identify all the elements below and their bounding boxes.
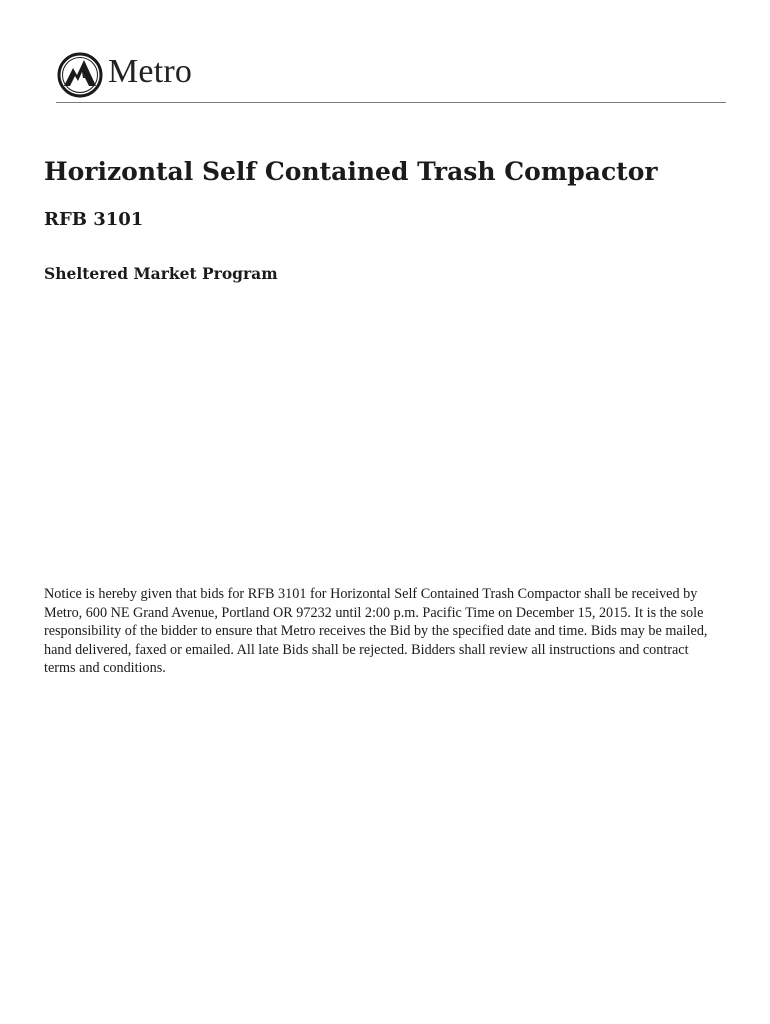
document-title: Horizontal Self Contained Trash Compactor — [44, 157, 658, 186]
notice-paragraph: Notice is hereby given that bids for RFB 3101 for Horizontal Self Contained Trash Compactor shall be received by Metro, 600 NE Grand Avenue, Portland OR 97232 until 2:00 p.m. Pacific Time on December 15, 2015. It is the sole responsibility of the bidder to ensure that Metro receives the Bid by the specified date and time. Bids may be mailed, hand delivered, faxed or emailed. All late Bids shall be rejected. Bidders shall review all instructions and contract terms and conditions. — [44, 586, 708, 677]
rfb-number: RFB 3101 — [44, 209, 144, 230]
brand-name: Metro — [108, 53, 193, 90]
page-header — [56, 48, 726, 104]
program-name: Sheltered Market Program — [44, 264, 278, 283]
metro-logo-icon — [56, 48, 108, 100]
header-divider — [56, 102, 726, 103]
